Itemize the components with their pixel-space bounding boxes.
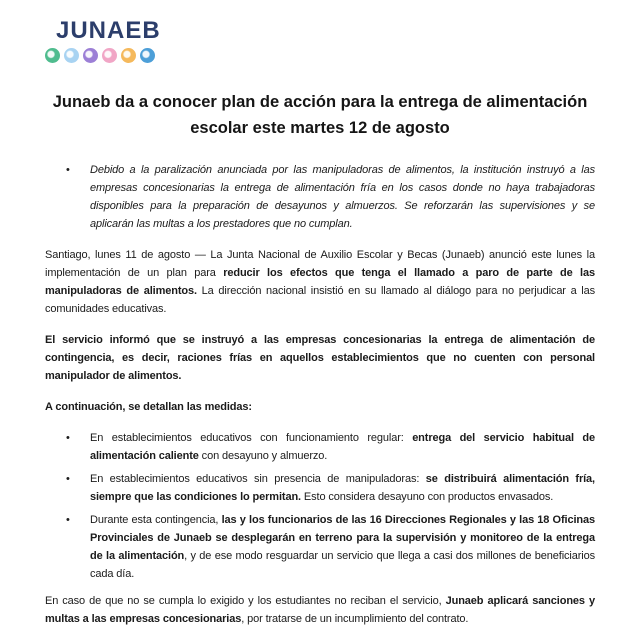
closing-bold-text: Junaeb aplicará sanciones y multas a las empresas concesionarias (45, 595, 595, 626)
list-item (45, 470, 595, 506)
dateline-bold-text: reducir los efectos que tenga el llamado a paro de parte de las manipuladoras de alimentos. (45, 267, 595, 298)
lead-summary-text: Debido a la paralización anunciada por las manipuladoras de alimentos, la institución instruyó a las empresas concesionarias la entrega de alimentación fría en los casos donde no haya trabajadoras disponibles para la preparación de desayunos y almuerzos. Se reforzarán las supervisiones y se aplicarán las multas a los prestadores que no cumplan. (90, 164, 595, 231)
program-icon-green (45, 48, 60, 63)
measure-tail-text: con desayuno y almuerzo. (198, 450, 328, 463)
bullet-icon: • (66, 432, 70, 445)
dateline-text: Santiago, lunes 11 de agosto — La Junta Nacional de Auxilio Escolar y Becas (Junaeb) anunció este lunes la implementación de un plan para (45, 249, 595, 280)
page-title-line1: Junaeb da a conocer plan de acción para la entrega de alimentación (52, 93, 588, 112)
bullet-icon: • (66, 164, 70, 177)
program-icon-orange (121, 48, 136, 63)
program-icon-blue (140, 48, 155, 63)
measure-tail-text: , y de ese modo resguardar un servicio que llega a casi dos millones de beneficiarios cada día. (90, 550, 595, 581)
lead-summary-bullet (45, 161, 595, 233)
closing-text: En caso de que no se cumpla lo exigido y los estudiantes no reciban el servicio, (45, 595, 446, 608)
program-icon-purple (83, 48, 98, 63)
paragraph-closing (45, 592, 595, 628)
measure-text: Durante esta contingencia, (90, 514, 222, 527)
program-icon-lightblue (64, 48, 79, 63)
page-title-line2: escolar este martes 12 de agosto (190, 119, 450, 138)
bullet-icon: • (66, 514, 70, 527)
measure-regular-text (90, 429, 595, 465)
logo-icon-row (45, 48, 595, 63)
measure-supervision-text (90, 511, 595, 583)
page-title (45, 89, 595, 141)
measure-bold-text: se distribuirá alimentación fría, siempre que las condiciones lo permitan. (90, 473, 595, 504)
measures-list (45, 429, 595, 583)
list-item (45, 511, 595, 583)
header (45, 18, 595, 63)
bullet-icon: • (66, 473, 70, 486)
measure-bold-text: las y los funcionarios de las 16 Direcciones Regionales y las 18 Oficinas Provinciales de Junaeb se desplegarán en terreno para la supervisión y monitoreo de la entrega de la alimentación (90, 514, 595, 563)
paragraph-contingency: El servicio informó que se instruyó a las empresas concesionarias la entrega de alimentación de contingencia, es decir, raciones frías en aquellos establecimientos que no cuenten con personal manipulador de alimentos. (45, 334, 595, 383)
paragraph-measures-intro: A continuación, se detallan las medidas: (45, 401, 252, 414)
junaeb-logo: JUNAEB (56, 17, 161, 44)
measure-tail-text: Esto considera desayuno con productos envasados. (300, 491, 554, 504)
paragraph-dateline (45, 246, 595, 318)
measure-text: En establecimientos educativos sin presencia de manipuladoras: (90, 473, 426, 486)
dateline-tail-text: La dirección nacional insistió en su llamado al diálogo para no perjudicar a las comunidades educativas. (45, 285, 595, 316)
measure-bold-text: entrega del servicio habitual de alimentación caliente (90, 432, 595, 463)
program-icon-pink (102, 48, 117, 63)
measure-cold-food-text (90, 470, 595, 506)
list-item (45, 429, 595, 465)
measure-text: En establecimientos educativos con funcionamiento regular: (90, 432, 413, 445)
closing-tail-text: , por tratarse de un incumplimiento del contrato. (241, 613, 469, 626)
